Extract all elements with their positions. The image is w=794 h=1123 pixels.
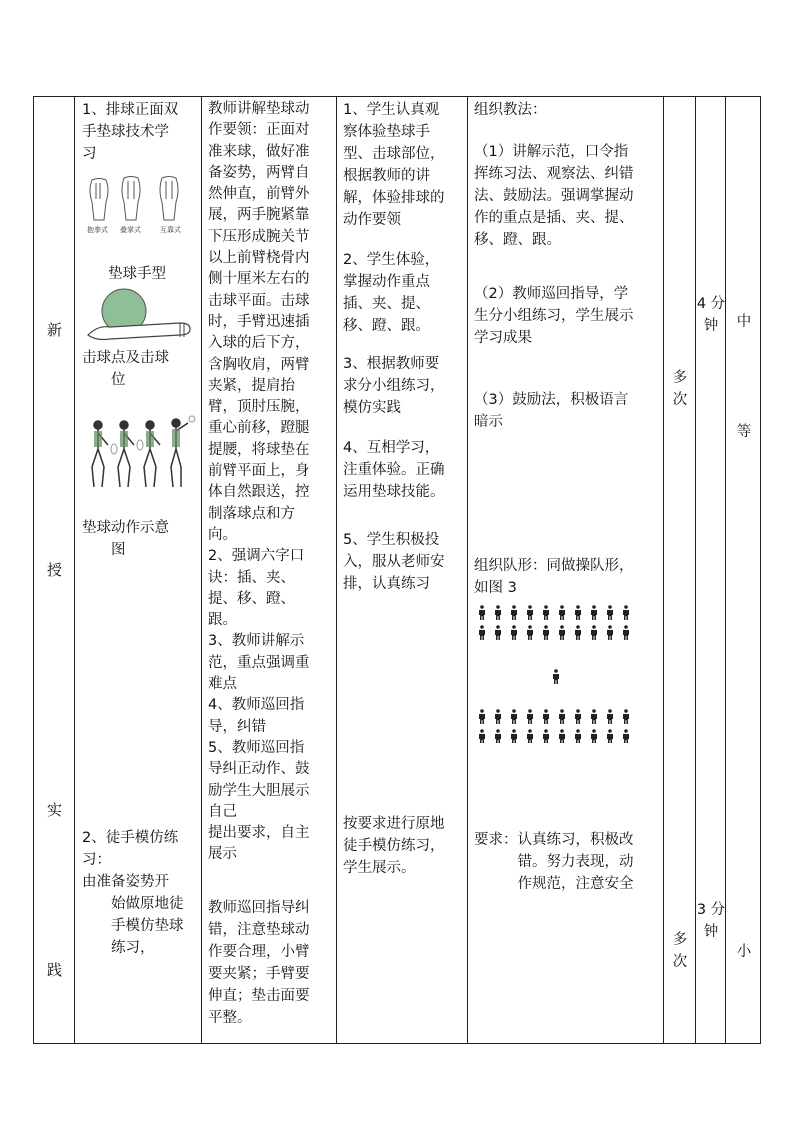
org-method-2: （2）教师巡回指导，学 生分小组练习，学生展示 学习成果 bbox=[474, 286, 634, 346]
count-2: 多 次 bbox=[672, 932, 688, 970]
org-method-3: （3）鼓励法，积极语言 暗示 bbox=[474, 392, 629, 430]
hand-label: 抱拳式 bbox=[87, 226, 108, 234]
student-step-1: 1、学生认真观 察体验垫球手 型、击球部位， 根据教师的讲 解，体验排球的 动作要领 bbox=[343, 102, 445, 228]
item2-title: 2、徒手模仿练 习： 由准备姿势开 始做原地徒 手模仿垫球 练习， bbox=[82, 830, 184, 956]
formation-row-bottom bbox=[479, 709, 629, 743]
org-formation: 组织队形：同做操队形， 如图 3 bbox=[474, 558, 634, 596]
count-1: 多 次 bbox=[672, 370, 688, 408]
org-requirements: 要求：认真练习，积极改 错。努力表现，动 作规范，注意安全 bbox=[474, 832, 634, 892]
hit-point-figure bbox=[86, 287, 196, 347]
section-char: 授 bbox=[46, 561, 62, 579]
teacher-guidance: 教师巡回指导纠 错，注意垫球动 作要合理，小臂 要夹紧；手臂要 伸直；垫击面要 平整。 bbox=[208, 900, 310, 1026]
teacher-explanation: 教师讲解垫球动 作要领：正面对 准来球，做好准 备姿势，两臂自 然伸直，前臂外 展，两手腕紧靠 下压形成腕关节 以上前臂桡骨内 侧十厘米左右的 击球平面。击球 时，手臂迅速插 入球的后下方， 含胸收肩，两臂 夹紧，提肩抬 臂，顶肘压腕， 重心前移，蹬腿 提腰，将球垫在 前臂平面上，身 体自然跟送，控 制落球点和方 向。 2、强调六字口 诀：插、夹、 提、移、蹬、 跟。 3、教师讲解示 范，重点强调重 难点 4、教师巡回指 导，纠错 5、教师巡回指 导纠正动作、鼓 励学生大胆展示 自己 提出要求，自主 展示 bbox=[208, 101, 310, 863]
fig2-caption: 击球点及击球 位 bbox=[82, 350, 169, 388]
formation-row-top bbox=[479, 605, 629, 640]
section-char: 践 bbox=[46, 961, 62, 979]
motion-sequence-figure bbox=[86, 415, 196, 493]
section-char: 实 bbox=[46, 801, 62, 819]
teacher-marker bbox=[553, 669, 559, 684]
student-step-4: 4、互相学习， 注重体验。正确 运用垫球技能。 bbox=[343, 440, 445, 500]
org-title: 组织教法： bbox=[474, 102, 547, 118]
student-step-3: 3、根据教师要 求分小组练习， 模仿实践 bbox=[343, 356, 445, 416]
intensity-1: 中 bbox=[736, 314, 752, 330]
lesson-table bbox=[33, 96, 761, 1044]
time-2: 3 分 钟 bbox=[696, 902, 726, 940]
student-step-5: 5、学生积极投 入，服从老师安 排，认真练习 bbox=[343, 532, 445, 592]
time-1: 4 分 钟 bbox=[696, 296, 726, 334]
student-step-2: 2、学生体验， 掌握动作重点 插、夹、提、 移、蹬、跟。 bbox=[343, 252, 440, 334]
intensity-3: 小 bbox=[736, 944, 752, 960]
col-count bbox=[664, 97, 696, 1043]
section-char: 新 bbox=[46, 321, 62, 339]
hand-label: 互靠式 bbox=[160, 226, 181, 234]
intensity-2: 等 bbox=[736, 424, 752, 440]
formation-diagram bbox=[478, 603, 638, 743]
student-practice: 按要求进行原地 徒手模仿练习， 学生展示。 bbox=[343, 816, 445, 876]
fig3-caption: 垫球动作示意 图 bbox=[82, 520, 169, 558]
org-method-1: （1）讲解示范，口令指 挥练习法、观察法、纠错 法、鼓励法。强调掌握动 作的重点是插、夹、提、 移、蹬、跟。 bbox=[474, 144, 634, 248]
hand-label: 叠掌式 bbox=[120, 226, 141, 234]
fig1-caption: 垫球手型 bbox=[108, 266, 166, 282]
item1-title: 1、排球正面双 手垫球技术学 习 bbox=[82, 102, 179, 162]
